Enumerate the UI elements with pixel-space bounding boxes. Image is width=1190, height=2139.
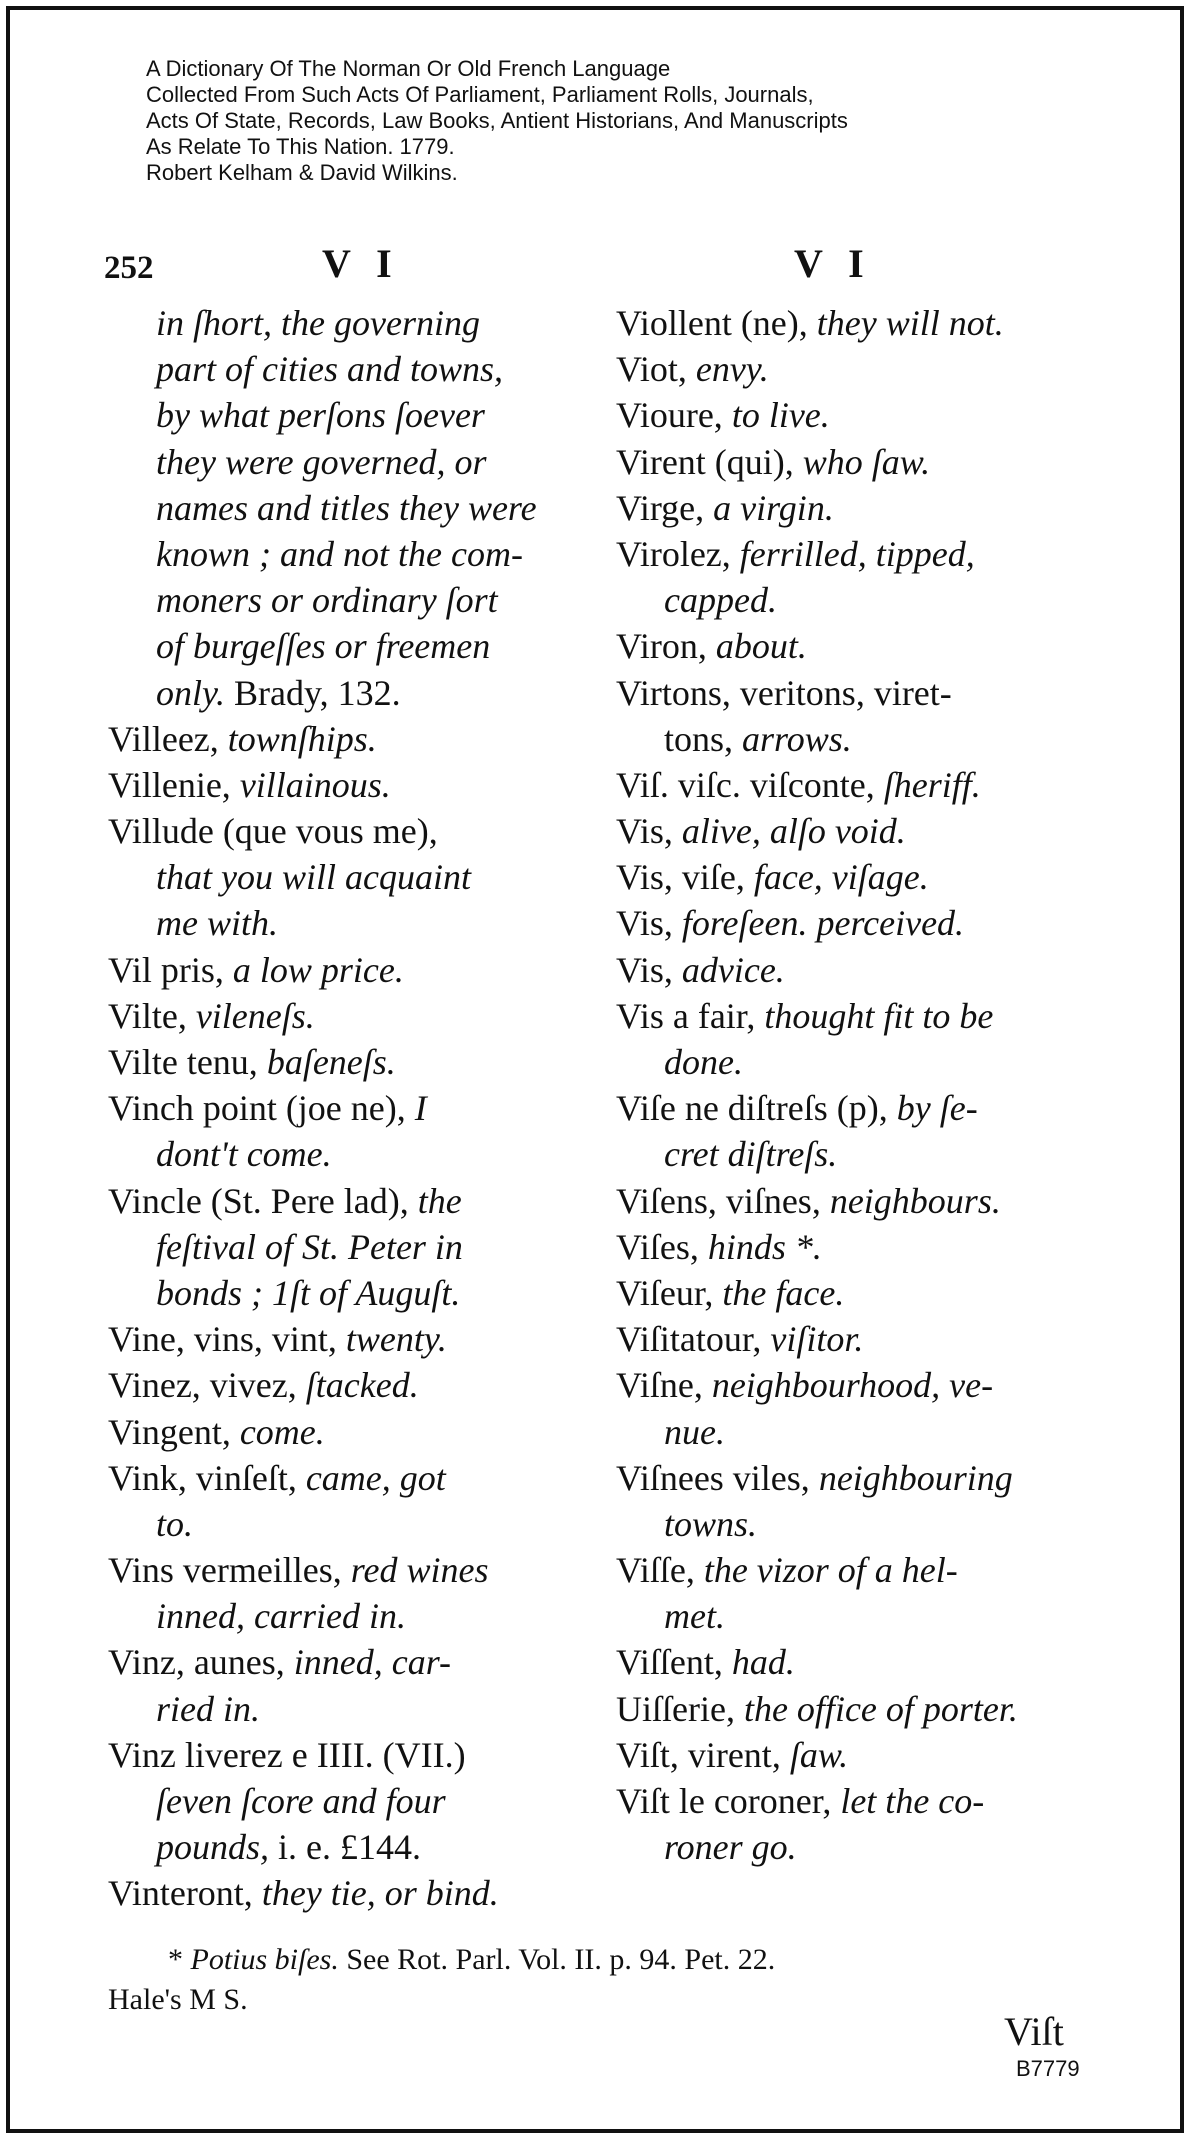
headword-text: Virge, bbox=[616, 487, 714, 528]
definition-text: inned, car- bbox=[293, 1642, 452, 1683]
dictionary-line bbox=[616, 1039, 1082, 1085]
definition-text: villainous. bbox=[239, 764, 391, 805]
dictionary-line bbox=[616, 854, 1082, 900]
headword-text: Vis, bbox=[616, 811, 682, 852]
dictionary-line bbox=[616, 1501, 1082, 1547]
dictionary-line bbox=[108, 1270, 582, 1316]
headword-text: Vis, bbox=[616, 949, 682, 990]
headword-text: Virolez, bbox=[616, 533, 740, 574]
dictionary-line bbox=[108, 762, 582, 808]
definition-text: hinds *. bbox=[707, 1226, 822, 1267]
headword-text: Vinch point (joe ne), bbox=[108, 1088, 415, 1129]
definition-text: me with. bbox=[156, 903, 278, 944]
definition-text: in ſhort, the governing bbox=[156, 303, 480, 343]
dictionary-line bbox=[616, 1224, 1082, 1270]
dictionary-line bbox=[108, 993, 582, 1039]
headword-text: tons, bbox=[664, 718, 743, 759]
headword-text: Viron, bbox=[616, 626, 716, 667]
definition-text: arrows. bbox=[742, 718, 852, 759]
page-number: 252 bbox=[104, 250, 154, 286]
dictionary-line bbox=[616, 392, 1082, 438]
headword-text: Viot, bbox=[616, 349, 696, 390]
definition-text: the office of porter. bbox=[743, 1688, 1018, 1729]
definition-text: alive, alſo void. bbox=[681, 811, 906, 852]
dictionary-line bbox=[616, 439, 1082, 485]
reference-code: B7779 bbox=[1016, 2056, 1080, 2081]
definition-text: ſtacked. bbox=[305, 1365, 419, 1406]
headword-text: Viſſe, bbox=[616, 1550, 704, 1591]
headword-text: Vinz, aunes, bbox=[108, 1642, 294, 1683]
left-running-head: V I bbox=[322, 241, 400, 286]
dictionary-line bbox=[616, 670, 1082, 716]
definition-text: the vizor of a hel- bbox=[703, 1550, 958, 1591]
dictionary-line bbox=[108, 1455, 582, 1501]
definition-text: met. bbox=[664, 1596, 725, 1637]
headword-text: Viſnees viles, bbox=[616, 1457, 819, 1498]
headword-text: Viſt, virent, bbox=[616, 1734, 790, 1775]
definition-text: about. bbox=[715, 626, 807, 667]
dictionary-line bbox=[616, 762, 1082, 808]
dictionary-line bbox=[616, 947, 1082, 993]
header-line: Acts Of State, Records, Law Books, Antient Historians, And Manuscripts bbox=[146, 108, 848, 133]
headword-text: Vins vermeilles, bbox=[108, 1550, 351, 1591]
definition-text: capped. bbox=[664, 580, 777, 621]
headword-text: Vinez, vivez, bbox=[108, 1365, 306, 1406]
dictionary-line bbox=[616, 485, 1082, 531]
dictionary-line bbox=[616, 531, 1082, 577]
dictionary-line bbox=[616, 1547, 1082, 1593]
headword-text: Vine, vins, vint, bbox=[108, 1319, 346, 1360]
dictionary-line bbox=[616, 993, 1082, 1039]
catchword: Viſt bbox=[1004, 2009, 1064, 2054]
dictionary-line bbox=[108, 716, 582, 762]
dictionary-line bbox=[108, 670, 582, 716]
definition-text: ſeven ſcore and four bbox=[156, 1781, 446, 1821]
definition-text: viſitor. bbox=[770, 1319, 864, 1360]
dictionary-line bbox=[108, 577, 582, 623]
definition-text: had. bbox=[731, 1642, 795, 1683]
dictionary-line bbox=[108, 1870, 582, 1916]
dictionary-line bbox=[108, 1778, 582, 1824]
definition-text: by ſe- bbox=[896, 1088, 978, 1129]
dictionary-line bbox=[108, 300, 582, 346]
headword-text: Villeez, bbox=[108, 718, 228, 759]
definition-text: known ; and not the com- bbox=[156, 533, 523, 574]
dictionary-line bbox=[616, 1178, 1082, 1224]
headword-text: Vinz liverez e IIII. (VII.) bbox=[108, 1734, 466, 1775]
headword-text: Viollent (ne), bbox=[616, 303, 817, 343]
definition-text: the face. bbox=[722, 1272, 845, 1313]
dictionary-line bbox=[108, 900, 582, 946]
definition-text: ſaw. bbox=[789, 1734, 849, 1775]
definition-text: townſhips. bbox=[227, 718, 377, 759]
dictionary-line bbox=[108, 1501, 582, 1547]
dictionary-line bbox=[108, 1178, 582, 1224]
dictionary-line bbox=[616, 1085, 1082, 1131]
headword-text: Viſes, bbox=[616, 1226, 708, 1267]
dictionary-line bbox=[616, 1131, 1082, 1177]
dictionary-line bbox=[108, 1131, 582, 1177]
left-column bbox=[108, 300, 582, 1917]
definition-text: ried in. bbox=[156, 1688, 260, 1729]
headword-text: Viſſent, bbox=[616, 1642, 732, 1683]
definition-text: come. bbox=[239, 1411, 325, 1452]
definition-text: that you will acquaint bbox=[156, 857, 471, 898]
header-line: A Dictionary Of The Norman Or Old French Language bbox=[146, 56, 671, 81]
footnote bbox=[108, 1940, 1082, 2020]
definition-text: done. bbox=[664, 1042, 743, 1082]
dictionary-line bbox=[108, 1547, 582, 1593]
definition-text: a virgin. bbox=[713, 487, 834, 528]
definition-text: neighbourhood, ve- bbox=[711, 1365, 994, 1406]
header-line: As Relate To This Nation. 1779. bbox=[146, 134, 455, 159]
definition-text: ferrilled, tipped, bbox=[739, 533, 975, 574]
definition-text: I bbox=[414, 1088, 427, 1129]
dictionary-line bbox=[616, 1455, 1082, 1501]
footnote-marker: * bbox=[168, 1943, 191, 1976]
dictionary-line bbox=[108, 808, 582, 854]
definition-text: envy. bbox=[695, 349, 769, 390]
headword-text: Vilte, bbox=[108, 995, 196, 1036]
dictionary-line bbox=[616, 1593, 1082, 1639]
definition-text: bonds ; 1ſt of Auguſt. bbox=[156, 1272, 461, 1313]
dictionary-line bbox=[616, 808, 1082, 854]
definition-text: ſheriff. bbox=[883, 764, 981, 805]
definition-text: baſeneſs. bbox=[266, 1042, 396, 1082]
footnote-text: See Rot. Parl. Vol. II. p. 94. Pet. 22. bbox=[338, 1943, 776, 1976]
dictionary-line bbox=[108, 1039, 582, 1085]
definition-text: to. bbox=[156, 1503, 194, 1544]
dictionary-line bbox=[108, 1316, 582, 1362]
header-line: Collected From Such Acts Of Parliament, Parliament Rolls, Journals, bbox=[146, 82, 814, 107]
definition-text: thought fit to be bbox=[764, 995, 994, 1036]
right-running-head: V I bbox=[794, 241, 872, 286]
headword-text: Villude (que vous me), bbox=[108, 811, 438, 852]
right-column bbox=[616, 300, 1082, 1870]
definition-text: they will not. bbox=[816, 303, 1004, 343]
headword-text: Vioure, bbox=[616, 395, 732, 436]
definition-text: who ſaw. bbox=[802, 441, 931, 482]
footnote-italic: Potius biſes. bbox=[190, 1943, 339, 1976]
dictionary-line bbox=[108, 1224, 582, 1270]
headword-text: Vil pris, bbox=[108, 949, 233, 990]
dictionary-line bbox=[616, 1824, 1082, 1870]
headword-text: Virtons, veritons, viret- bbox=[616, 672, 952, 713]
headword-text: Vis a fair, bbox=[616, 995, 765, 1036]
reference-text: Brady, 132. bbox=[225, 672, 401, 713]
definition-text: of burgeſſes or freemen bbox=[156, 626, 491, 667]
definition-text: names and titles they were bbox=[156, 487, 537, 528]
headword-text: Villenie, bbox=[108, 764, 240, 805]
dictionary-line bbox=[108, 1085, 582, 1131]
dictionary-line bbox=[108, 1593, 582, 1639]
headword-text: Vis, viſe, bbox=[616, 857, 754, 898]
headword-text: Viſt le coroner, bbox=[616, 1781, 841, 1821]
dictionary-line bbox=[108, 1824, 582, 1870]
dictionary-line bbox=[616, 1316, 1082, 1362]
dictionary-line bbox=[616, 1686, 1082, 1732]
dictionary-line bbox=[616, 1732, 1082, 1778]
definition-text: twenty. bbox=[345, 1319, 447, 1360]
definition-text: only. bbox=[156, 672, 225, 713]
headword-text: Vinteront, bbox=[108, 1873, 262, 1914]
dictionary-line bbox=[616, 1778, 1082, 1824]
definition-text: to live. bbox=[731, 395, 830, 436]
document-header bbox=[146, 56, 848, 186]
definition-text: they were governed, or bbox=[156, 441, 487, 482]
dictionary-line bbox=[108, 1409, 582, 1455]
definition-text: inned, carried in. bbox=[156, 1596, 406, 1637]
definition-text: vileneſs. bbox=[195, 995, 315, 1036]
definition-text: red wines bbox=[350, 1550, 489, 1591]
definition-text: face, viſage. bbox=[753, 857, 929, 898]
dictionary-line bbox=[108, 1732, 582, 1778]
headword-text: Vink, vinſeſt, bbox=[108, 1457, 306, 1498]
dictionary-line bbox=[108, 1639, 582, 1685]
dictionary-line bbox=[616, 1639, 1082, 1685]
definition-text: they tie, or bind. bbox=[261, 1873, 499, 1914]
definition-text: towns. bbox=[664, 1503, 758, 1544]
definition-text: part of cities and towns, bbox=[156, 349, 504, 390]
headword-text: Viſeur, bbox=[616, 1272, 723, 1313]
dictionary-line bbox=[108, 1362, 582, 1408]
dictionary-line bbox=[108, 346, 582, 392]
dictionary-line bbox=[616, 577, 1082, 623]
dictionary-line bbox=[108, 439, 582, 485]
headword-text: Vilte tenu, bbox=[108, 1042, 267, 1082]
definition-text: moners or ordinary ſort bbox=[156, 580, 498, 621]
headword-text: Vingent, bbox=[108, 1411, 240, 1452]
dictionary-line bbox=[616, 900, 1082, 946]
headword-text: Viſ. viſc. viſconte, bbox=[616, 764, 884, 805]
footnote-line bbox=[108, 1940, 1082, 1980]
dictionary-line bbox=[108, 531, 582, 577]
dictionary-line bbox=[616, 716, 1082, 762]
dictionary-line bbox=[616, 1409, 1082, 1455]
headword-text: Uiſſerie, bbox=[616, 1688, 744, 1729]
header-line: Robert Kelham & David Wilkins. bbox=[146, 160, 458, 185]
definition-text: roner go. bbox=[664, 1827, 797, 1868]
definition-text: feſtival of St. Peter in bbox=[156, 1226, 463, 1267]
definition-text: by what perſons ſoever bbox=[156, 395, 485, 436]
headword-text: Viſne, bbox=[616, 1365, 712, 1406]
dictionary-line bbox=[108, 947, 582, 993]
definition-text: nue. bbox=[664, 1411, 725, 1452]
definition-text: the bbox=[417, 1180, 462, 1221]
definition-text: a low price. bbox=[232, 949, 404, 990]
definition-text: advice. bbox=[681, 949, 785, 990]
headword-text: Vincle (St. Pere lad), bbox=[108, 1180, 418, 1221]
dictionary-line bbox=[108, 623, 582, 669]
definition-text: cret diſtreſs. bbox=[664, 1134, 838, 1175]
dictionary-line bbox=[108, 392, 582, 438]
dictionary-line bbox=[616, 346, 1082, 392]
definition-text: pounds, bbox=[156, 1827, 270, 1868]
headword-text: Vis, bbox=[616, 903, 682, 944]
dictionary-line bbox=[616, 623, 1082, 669]
dictionary-line bbox=[616, 300, 1082, 346]
definition-text: dont't come. bbox=[156, 1134, 332, 1175]
reference-text: i. e. £144. bbox=[269, 1827, 421, 1868]
definition-text: foreſeen. perceived. bbox=[681, 903, 965, 944]
dictionary-line bbox=[108, 1686, 582, 1732]
dictionary-line bbox=[108, 854, 582, 900]
footnote-line: Hale's M S. bbox=[108, 1983, 248, 2016]
definition-text: came, got bbox=[305, 1457, 446, 1498]
headword-text: Viſens, viſnes, bbox=[616, 1180, 830, 1221]
definition-text: neighbouring bbox=[818, 1457, 1013, 1498]
dictionary-line bbox=[616, 1270, 1082, 1316]
definition-text: neighbours. bbox=[829, 1180, 1001, 1221]
headword-text: Viſitatour, bbox=[616, 1319, 771, 1360]
headword-text: Virent (qui), bbox=[616, 441, 803, 482]
dictionary-line bbox=[616, 1362, 1082, 1408]
dictionary-line bbox=[108, 485, 582, 531]
headword-text: Viſe ne diſtreſs (p), bbox=[616, 1088, 897, 1129]
definition-text: let the co- bbox=[840, 1781, 985, 1821]
